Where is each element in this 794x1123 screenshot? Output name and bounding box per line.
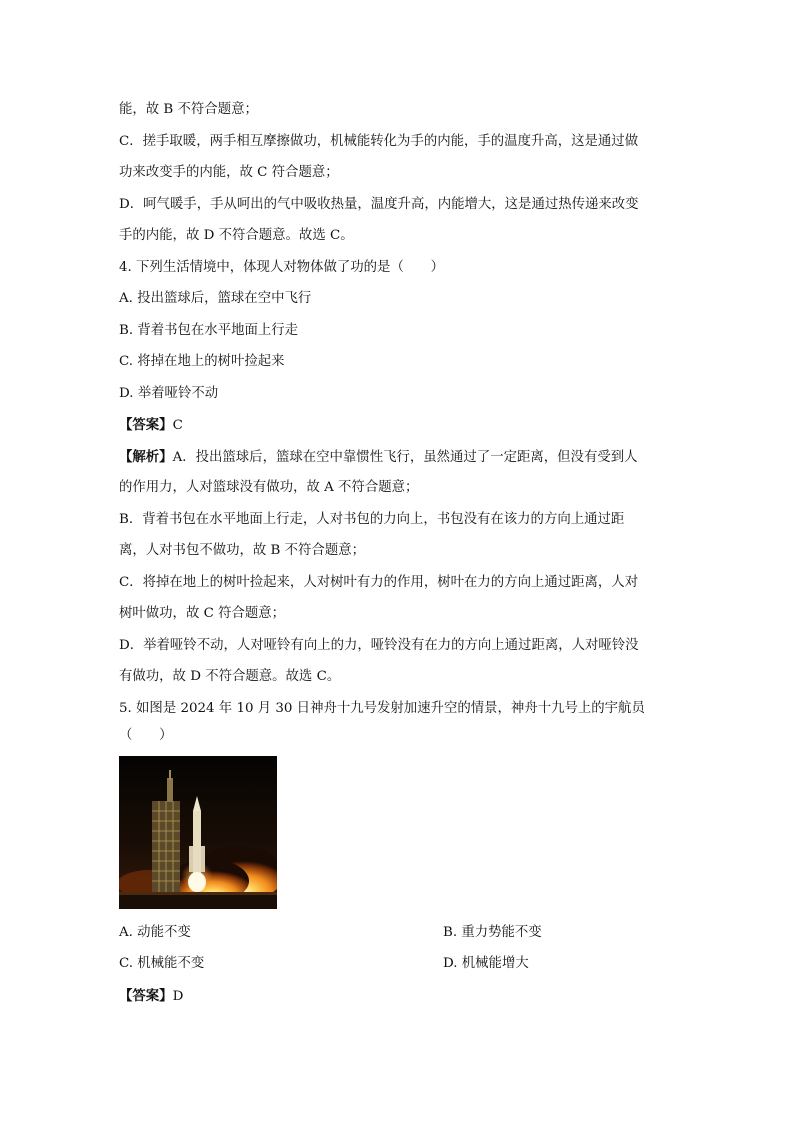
- question-5-stem-cont: （ ）: [119, 728, 173, 743]
- answer-tag: 【答案】: [119, 417, 173, 433]
- question-5-option-b: B. 重力势能不变: [443, 925, 542, 940]
- question-4-stem: 4. 下列生活情境中，体现人对物体做了功的是（ ）: [119, 260, 445, 275]
- question-5-answer: [119, 986, 183, 1007]
- analysis-line: B．背着书包在水平地面上行走，人对书包的力向上，书包没有在该力的方向上通过距: [119, 512, 625, 527]
- text-line: 手的内能，故 D 不符合题意。故选 C。: [119, 228, 354, 243]
- answer-value: D: [172, 989, 184, 1004]
- analysis-line: 离，人对书包不做功，故 B 不符合题意；: [119, 543, 365, 558]
- analysis-tag: 【解析】: [119, 449, 173, 465]
- rocket-launch-photo: [119, 756, 277, 909]
- analysis-line: 有做功，故 D 不符合题意。故选 C。: [119, 669, 341, 684]
- question-4-option-d: D. 举着哑铃不动: [119, 386, 219, 401]
- answer-value: C: [172, 418, 183, 433]
- question-4-answer: [119, 415, 183, 436]
- question-4-option-b: B. 背着书包在水平地面上行走: [119, 323, 299, 338]
- answer-tag: 【答案】: [119, 988, 173, 1004]
- text-line: 能，故 B 不符合题意；: [119, 102, 258, 117]
- text-line: C．搓手取暖，两手相互摩擦做功，机械能转化为手的内能，手的温度升高，这是通过做: [119, 134, 639, 149]
- analysis-line: 的作用力，人对篮球没有做功，故 A 不符合题意；: [119, 480, 419, 495]
- question-4-option-c: C. 将掉在地上的树叶捡起来: [119, 354, 285, 369]
- analysis-line: D．举着哑铃不动，人对哑铃有向上的力，哑铃没有在力的方向上通过距离，人对哑铃没: [119, 638, 639, 653]
- analysis-line: C．将掉在地上的树叶捡起来，人对树叶有力的作用，树叶在力的方向上通过距离，人对: [119, 575, 639, 590]
- question-5-stem: 5. 如图是 2024 年 10 月 30 日神舟十九号发射加速升空的情景，神舟十九号上的宇航员: [119, 701, 645, 716]
- text-line: D．呵气暖手，手从呵出的气中吸收热量，温度升高，内能增大，这是通过热传递来改变: [119, 197, 639, 212]
- question-4-analysis: [119, 447, 638, 468]
- question-5-option-c: C. 机械能不变: [119, 956, 205, 971]
- question-5-option-a: A. 动能不变: [119, 925, 191, 940]
- analysis-line: 树叶做功，故 C 符合题意；: [119, 606, 286, 621]
- question-4-option-a: A. 投出篮球后，篮球在空中飞行: [119, 291, 312, 306]
- text-line: 功来改变手的内能，故 C 符合题意；: [119, 165, 339, 180]
- analysis-line: A．投出篮球后，篮球在空中靠惯性飞行，虽然通过了一定距离，但没有受到人: [172, 450, 638, 465]
- question-5-option-d: D. 机械能增大: [443, 956, 529, 971]
